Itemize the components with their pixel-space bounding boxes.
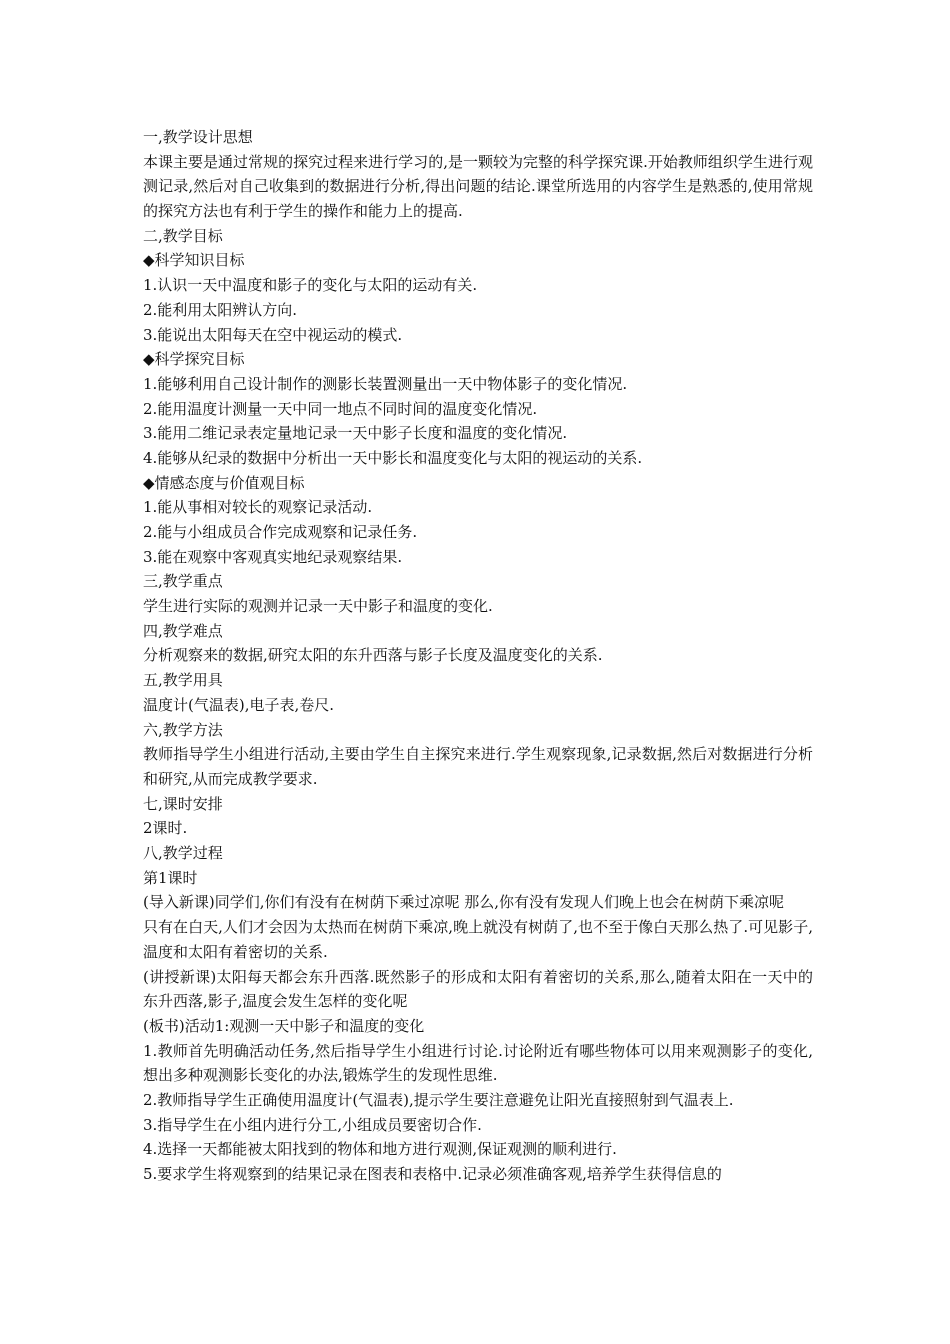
section-heading-objectives: 二,教学目标	[143, 226, 223, 245]
subheading-inquiry-goals: ◆科学探究目标	[143, 350, 245, 369]
new-lesson-paragraph: (讲授新课)太阳每天都会东升西落.既然影子的形成和太阳有着密切的关系,那么,随着太阳在一天中的东升西落,影子,温度会发生怎样的变化呢	[143, 967, 813, 1011]
list-item: 3.能用二维记录表定量地记录一天中影子长度和温度的变化情况.	[143, 424, 568, 443]
list-item: 1.能够利用自己设计制作的测影长装置测量出一天中物体影子的变化情况.	[143, 374, 628, 393]
subheading-knowledge-goals: ◆科学知识目标	[143, 251, 245, 270]
list-item: 4.能够从纪录的数据中分析出一天中影长和温度变化与太阳的视运动的关系.	[143, 448, 643, 467]
schedule-text: 2课时.	[143, 819, 188, 838]
list-item: 3.指导学生在小组内进行分工,小组成员要密切合作.	[143, 1115, 482, 1134]
list-item: 3.能在观察中客观真实地纪录观察结果.	[143, 547, 403, 566]
section-heading-design-idea: 一,教学设计思想	[143, 128, 253, 146]
section-heading-process: 八,教学过程	[143, 844, 223, 863]
subheading-attitude-goals: ◆情感态度与价值观目标	[143, 473, 305, 492]
document-body	[143, 125, 813, 1187]
list-item: 1.能从事相对较长的观察记录活动.	[143, 498, 373, 517]
list-item: 2.能用温度计测量一天中同一地点不同时间的温度变化情况.	[143, 399, 538, 418]
list-item: 4.选择一天都能被太阳找到的物体和地方进行观测,保证观测的顺利进行.	[143, 1140, 617, 1159]
section-heading-difficulties: 四,教学难点	[143, 621, 223, 640]
key-points-text: 学生进行实际的观测并记录一天中影子和温度的变化.	[143, 597, 493, 616]
activity-title: (板书)活动1:观测一天中影子和温度的变化	[143, 1016, 425, 1035]
tools-text: 温度计(气温表),电子表,卷尺.	[143, 695, 335, 714]
section-heading-schedule: 七,课时安排	[143, 794, 223, 813]
section-heading-methods: 六,教学方法	[143, 720, 223, 739]
design-idea-paragraph: 本课主要是通过常规的探究过程来进行学习的,是一颗较为完整的科学探究课.开始教师组织学生进行观测记录,然后对自己收集到的数据进行分析,得出问题的结论.课堂所选用的内容学生是熟悉的,使用常规的探究方法也有利于学生的操作和能力上的提高.	[143, 152, 813, 221]
list-item: 2.能利用太阳辨认方向.	[143, 300, 298, 319]
lesson-label: 第1课时	[143, 868, 198, 887]
section-heading-tools: 五,教学用具	[143, 671, 223, 690]
list-item: 2.能与小组成员合作完成观察和记录任务.	[143, 523, 418, 542]
paragraph: 只有在白天,人们才会因为太热而在树荫下乘凉,晚上就没有树荫了,也不至于像白天那么热了.可见影子,温度和太阳有着密切的关系.	[143, 918, 813, 961]
list-item: 1.认识一天中温度和影子的变化与太阳的运动有关.	[143, 276, 478, 295]
list-item: 3.能说出太阳每天在空中视运动的模式.	[143, 325, 403, 344]
step-paragraph: 1.教师首先明确活动任务,然后指导学生小组进行讨论.讨论附近有哪些物体可以用来观测影子的变化,想出多种观测影长变化的办法,锻炼学生的发现性思维.	[143, 1041, 813, 1085]
difficulties-text: 分析观察来的数据,研究太阳的东升西落与影子长度及温度变化的关系.	[143, 646, 603, 665]
list-item: 2.教师指导学生正确使用温度计(气温表),提示学生要注意避免让阳光直接照射到气温表上.	[143, 1091, 734, 1109]
methods-paragraph: 教师指导学生小组进行活动,主要由学生自主探究来进行.学生观察现象,记录数据,然后对数据进行分析和研究,从而完成教学要求.	[143, 745, 813, 788]
section-heading-key-points: 三,教学重点	[143, 572, 223, 591]
intro-paragraph: (导入新课)同学们,你们有没有在树荫下乘过凉呢 那么,你有没有发现人们晚上也会在树荫下乘凉呢	[143, 893, 785, 912]
list-item: 5.要求学生将观察到的结果记录在图表和表格中.记录必须准确客观,培养学生获得信息的	[143, 1165, 722, 1184]
